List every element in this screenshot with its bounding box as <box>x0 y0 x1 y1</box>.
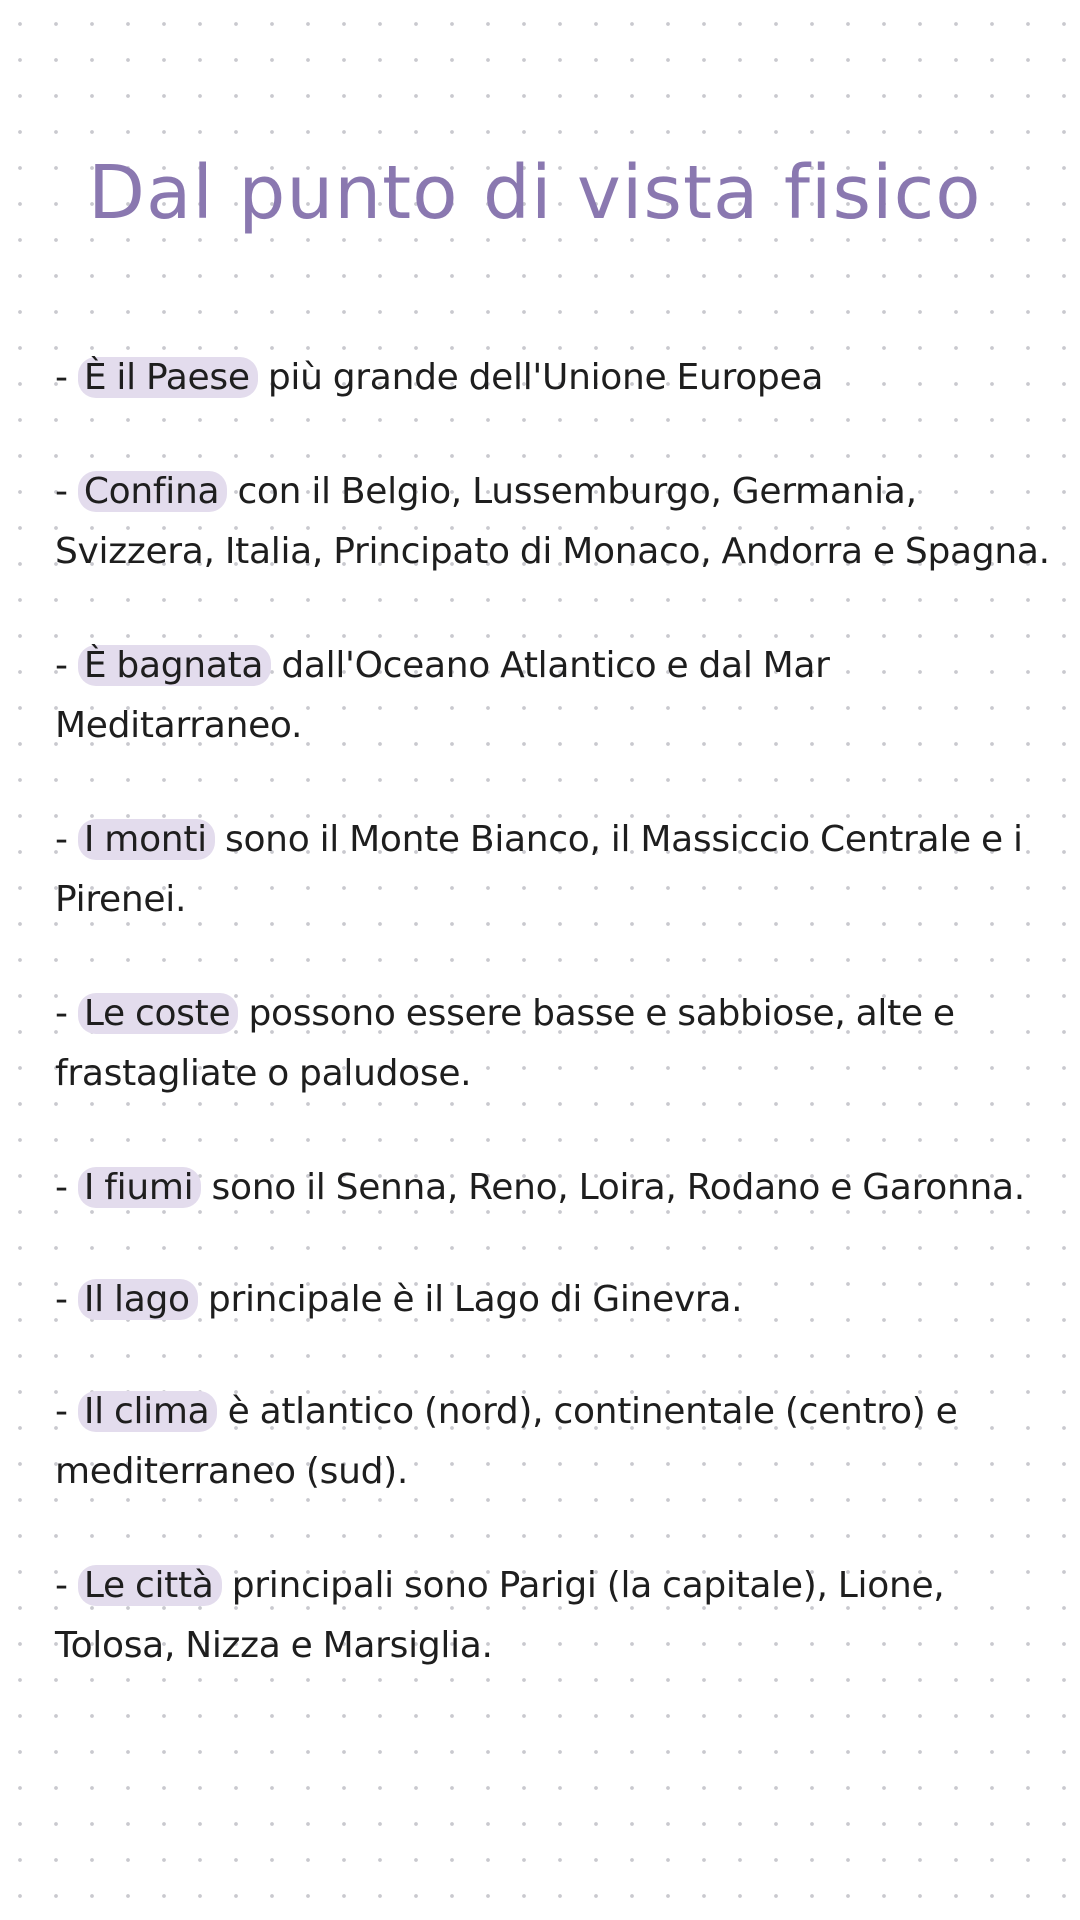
item-text: con il Belgio, Lussemburgo, Germania, Svizzera, Italia, Principato di Monaco, Andorra e Spagna. <box>55 471 1050 572</box>
highlighted-keyword: È bagnata <box>78 645 271 686</box>
highlighted-keyword: I fiumi <box>78 1167 202 1208</box>
list-item: - Le coste possono essere basse e sabbiose, alte e frastagliate o paludose. <box>55 993 955 1094</box>
highlighted-keyword: È il Paese <box>78 357 258 398</box>
notes-list <box>55 348 1055 1730</box>
highlighted-keyword: I monti <box>78 819 215 860</box>
list-item: - È il Paese più grande dell'Unione Europea <box>55 357 824 398</box>
item-text: più grande dell'Unione Europea <box>267 357 824 398</box>
highlighted-keyword: Le città <box>78 1565 222 1606</box>
list-item: - I monti sono il Monte Bianco, il Massiccio Centrale e i Pirenei. <box>55 819 1023 920</box>
highlighted-keyword: Le coste <box>78 993 238 1034</box>
item-text: sono il Monte Bianco, il Massiccio Centrale e i Pirenei. <box>55 819 1023 920</box>
page-title: Dal punto di vista fisico <box>88 150 982 236</box>
item-text: sono il Senna, Reno, Loira, Rodano e Garonna. <box>211 1167 1025 1208</box>
highlighted-keyword: Il lago <box>78 1279 198 1320</box>
item-text: principale è il Lago di Ginevra. <box>207 1279 743 1320</box>
item-text: è atlantico (nord), continentale (centro) e mediterraneo (sud). <box>55 1391 958 1492</box>
item-text: principali sono Parigi (la capitale), Lione, Tolosa, Nizza e Marsiglia. <box>55 1565 945 1666</box>
item-text: dall'Oceano Atlantico e dal Mar Meditarraneo. <box>55 645 830 746</box>
highlighted-keyword: Il clima <box>78 1391 218 1432</box>
item-text: possono essere basse e sabbiose, alte e frastagliate o paludose. <box>55 993 955 1094</box>
list-item: - Il clima è atlantico (nord), continentale (centro) e mediterraneo (sud). <box>55 1391 958 1492</box>
list-item: - È bagnata dall'Oceano Atlantico e dal Mar Meditarraneo. <box>55 645 830 746</box>
list-item: - Le città principali sono Parigi (la capitale), Lione, Tolosa, Nizza e Marsiglia. <box>55 1565 945 1666</box>
list-item: - Il lago principale è il Lago di Ginevra. <box>55 1279 743 1320</box>
list-item: - Confina con il Belgio, Lussemburgo, Germania, Svizzera, Italia, Principato di Monaco, Andorra e Spagna. <box>55 471 1050 572</box>
list-item: - I fiumi sono il Senna, Reno, Loira, Rodano e Garonna. <box>55 1167 1025 1208</box>
highlighted-keyword: Confina <box>78 471 227 512</box>
